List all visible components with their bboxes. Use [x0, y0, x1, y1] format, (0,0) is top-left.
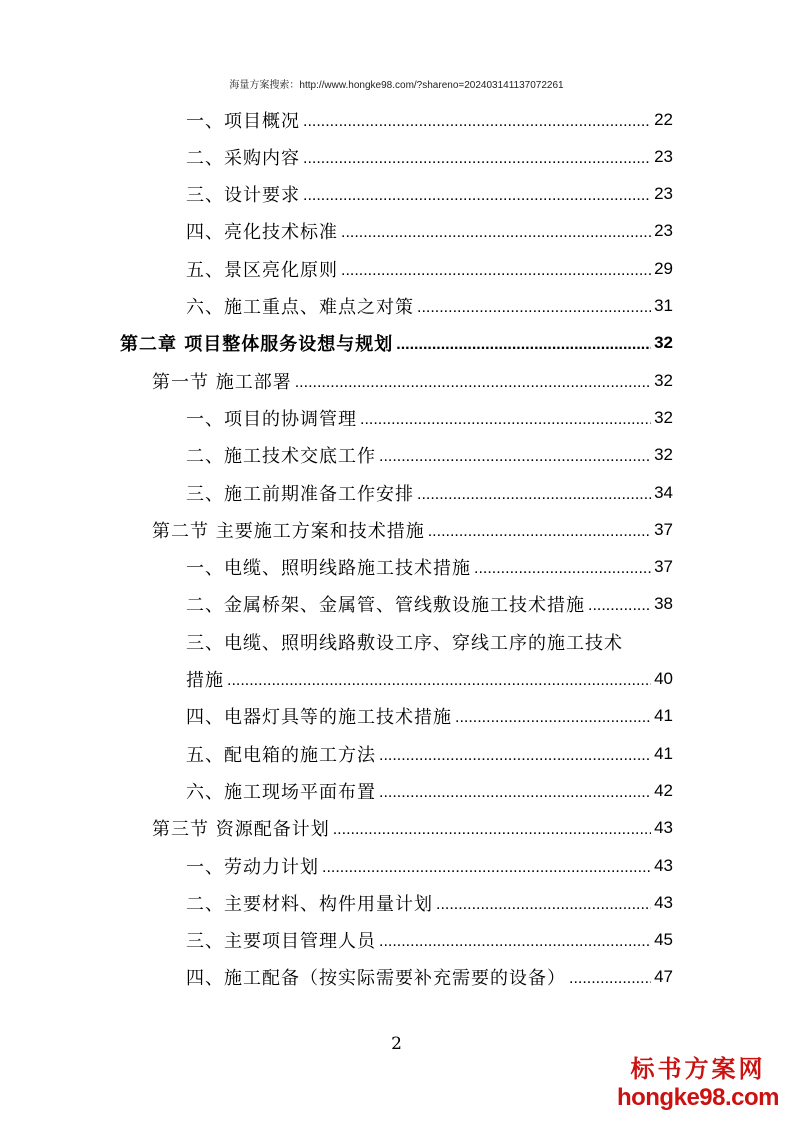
page-header-url: 海量方案搜索：http://www.hongke98.com/?shareno=20240314113707226​1: [229, 80, 564, 91]
toc-item-entry[interactable]: [186, 735, 673, 772]
toc-leader-dots: [428, 523, 651, 541]
toc-entry-title: 五、景区亮化原则: [186, 259, 338, 281]
toc-entry-title: 三、电缆、照明线路敷设工序、穿线工序的施工技术: [186, 632, 623, 654]
toc-page-number: 22: [654, 109, 673, 129]
toc-entry-title: 二、主要材料、构件用量计划: [186, 893, 433, 915]
toc-page-number: 23: [654, 221, 673, 241]
toc-item-entry[interactable]: [186, 772, 673, 809]
toc-leader-dots: [341, 224, 651, 242]
toc-page-number: 47: [654, 967, 673, 987]
toc-leader-dots: [588, 597, 651, 615]
toc-item-entry[interactable]: [186, 250, 673, 287]
toc-entry-title: 第二节 主要施工方案和技术措施: [152, 520, 425, 542]
toc-entry-title: 一、劳动力计划: [186, 856, 319, 878]
toc-leader-dots: [417, 299, 651, 317]
toc-leader-dots: [455, 709, 651, 727]
toc-entry-title: 五、配电箱的施工方法: [186, 744, 376, 766]
toc-leader-dots: [322, 859, 651, 877]
toc-entry-title: 二、施工技术交底工作: [186, 446, 376, 468]
toc-entry-title: 措施: [186, 670, 224, 691]
toc-section-entry[interactable]: [152, 511, 673, 548]
toc-item-entry[interactable]: [186, 399, 673, 436]
toc-entry-title: 四、亮化技术标准: [186, 222, 338, 244]
toc-leader-dots: [569, 970, 651, 988]
toc-item-entry[interactable]: [186, 213, 673, 250]
toc-item-entry[interactable]: [186, 474, 673, 511]
toc-entry-title: 一、电缆、照明线路施工技术措施: [186, 558, 471, 580]
toc-page-number: 41: [654, 706, 673, 726]
toc-page-number: 32: [654, 407, 673, 427]
toc-page-number: 42: [654, 780, 673, 800]
toc-page-number: 23: [654, 184, 673, 204]
toc-item-entry[interactable]: [186, 959, 673, 996]
toc-page-number: 23: [654, 146, 673, 166]
toc-page-number: 41: [654, 743, 673, 763]
toc-entry-title: 六、施工重点、难点之对策: [186, 297, 414, 318]
toc-entry-title: 六、施工现场平面布置: [186, 781, 376, 803]
toc-leader-dots: [360, 411, 651, 429]
toc-page-number: 40: [654, 669, 673, 688]
toc-item-entry[interactable]: [186, 288, 673, 325]
toc-leader-dots: [295, 374, 651, 392]
toc-leader-dots: [227, 672, 651, 690]
toc-leader-dots: [417, 486, 651, 504]
toc-leader-dots: [379, 933, 651, 951]
toc-item-entry[interactable]: [186, 661, 673, 698]
toc-page-number: 43: [654, 892, 673, 912]
watermark-logo: [617, 1049, 779, 1112]
toc-entry-title: 四、电器灯具等的施工技术措施: [186, 707, 452, 729]
toc-entry-title: 第一节 施工部署: [152, 371, 292, 393]
toc-entry-title: 三、主要项目管理人员: [186, 931, 376, 953]
page-number: 2: [391, 1034, 402, 1054]
toc-item-entry[interactable]: [186, 101, 673, 138]
toc-page-number: 45: [654, 930, 673, 950]
toc-item-entry[interactable]: [186, 586, 673, 623]
toc-item-entry[interactable]: [186, 847, 673, 884]
toc-item-entry[interactable]: [186, 922, 673, 959]
watermark-cn: 标书方案网: [630, 1054, 766, 1083]
toc-entry-title: 三、施工前期准备工作安排: [186, 483, 414, 505]
toc-section-entry[interactable]: [152, 810, 673, 847]
toc-item-entry[interactable]: [186, 549, 673, 586]
toc-page-number: 32: [654, 333, 673, 353]
toc-chapter-entry[interactable]: [120, 325, 673, 362]
toc-page-number: 38: [654, 594, 673, 614]
toc-item-entry[interactable]: [186, 698, 673, 735]
toc-entry-title: 一、项目的协调管理: [186, 408, 357, 430]
toc-entry-title: 三、设计要求: [186, 185, 300, 207]
toc-item-entry[interactable]: [186, 437, 673, 474]
toc-leader-dots: [333, 821, 651, 839]
toc-page-number: 37: [654, 519, 673, 539]
toc-leader-dots: [474, 560, 651, 578]
toc-leader-dots: [303, 187, 651, 205]
toc-page-number: 43: [654, 818, 673, 838]
toc-page-number: 32: [654, 370, 673, 390]
toc-page-number: 32: [654, 445, 673, 465]
toc-leader-dots: [396, 336, 651, 354]
toc-entry-title: 二、采购内容: [186, 147, 300, 169]
toc-page-number: 37: [654, 557, 673, 577]
toc-item-entry[interactable]: [186, 884, 673, 921]
toc-page-number: 34: [654, 482, 673, 502]
toc-entry-title: 第二章 项目整体服务设想与规划: [120, 334, 394, 356]
toc-entry-title: 第三节 资源配备计划: [152, 819, 330, 841]
toc-item-entry[interactable]: [186, 623, 673, 660]
toc-section-entry[interactable]: [152, 362, 673, 399]
toc-page-number: 31: [654, 296, 673, 315]
toc-item-entry[interactable]: [186, 138, 673, 175]
toc-page-number: 43: [654, 855, 673, 875]
toc-leader-dots: [379, 448, 651, 466]
toc-entry-title: 一、项目概况: [186, 110, 300, 132]
toc-entry-title: 二、金属桥架、金属管、管线敷设施工技术措施: [186, 595, 585, 617]
toc-entry-title: 四、施工配备（按实际需要补充需要的设备）: [186, 968, 566, 990]
toc-leader-dots: [436, 896, 651, 914]
toc-item-entry[interactable]: [186, 176, 673, 213]
toc-leader-dots: [341, 262, 651, 280]
toc-page-number: 29: [654, 258, 673, 278]
toc-leader-dots: [379, 784, 651, 802]
toc-leader-dots: [303, 150, 651, 168]
watermark-en: hongke98.com: [616, 1084, 779, 1111]
toc-leader-dots: [379, 747, 651, 765]
toc-leader-dots: [303, 113, 651, 131]
